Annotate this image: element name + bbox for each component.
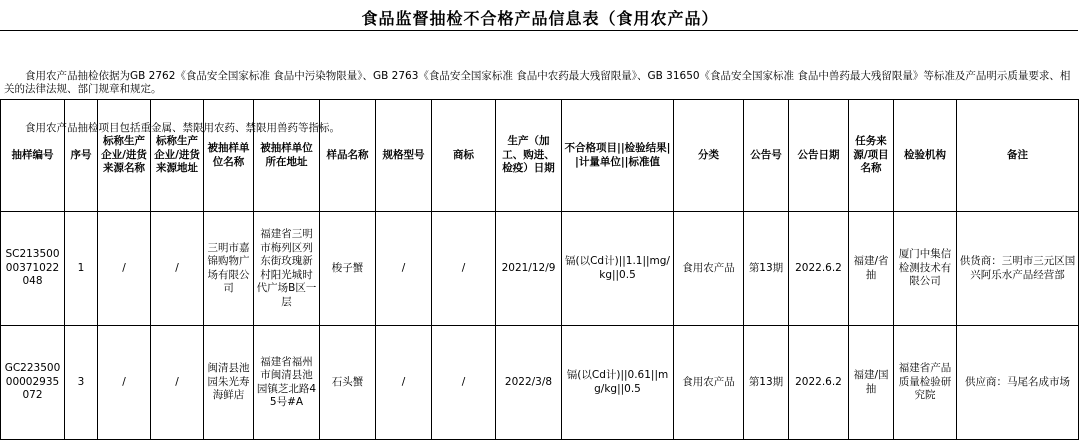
table-cell: GC22350000002935072: [1, 326, 65, 440]
table-cell: 福建省产品质量检验研究院: [894, 326, 957, 440]
header-cell: 抽样编号: [1, 100, 65, 212]
table-cell: /: [151, 326, 204, 440]
header-cell: 备注: [957, 100, 1079, 212]
header-cell: 被抽样单位所在地址: [254, 100, 320, 212]
table-cell: 2022.6.2: [789, 326, 849, 440]
table-cell: 第13期: [744, 326, 789, 440]
table-row: [1, 326, 1079, 440]
table-header-row: [1, 100, 1079, 212]
table-cell: /: [376, 212, 432, 326]
header-cell: 标称生产企业/进货来源名称: [98, 100, 151, 212]
table-cell: 三明市嘉锦购物广场有限公司: [204, 212, 254, 326]
table-cell: 福建省三明市梅列区列东街玫瑰新村阳光城时代广场B区一层: [254, 212, 320, 326]
header-cell: 公告号: [744, 100, 789, 212]
table-cell: 2022/3/8: [496, 326, 562, 440]
intro-paragraph-2: 食用农产品抽检项目包括重金属、禁限用农药、禁限用兽药等指标。: [25, 122, 340, 134]
header-cell: 检验机构: [894, 100, 957, 212]
header-cell: 任务来源/项目名称: [849, 100, 894, 212]
header-cell: 序号: [65, 100, 98, 212]
table-cell: 食用农产品: [674, 212, 744, 326]
table-cell: /: [98, 212, 151, 326]
header-cell: 被抽样单位名称: [204, 100, 254, 212]
table-row: [1, 212, 1079, 326]
table-cell: /: [98, 326, 151, 440]
header-cell: 分类: [674, 100, 744, 212]
table-cell: 福建省福州市闽清县池园镇芝北路45号#A: [254, 326, 320, 440]
header-cell: 样品名称: [320, 100, 376, 212]
table-cell: /: [432, 326, 496, 440]
unqualified-products-table: [0, 99, 1079, 440]
table-cell: 供应商：马尾名成市场: [957, 326, 1079, 440]
table-cell: /: [432, 212, 496, 326]
header-cell: 不合格项目||检验结果||计量单位||标准值: [562, 100, 674, 212]
table-cell: 第13期: [744, 212, 789, 326]
table-cell: 2021/12/9: [496, 212, 562, 326]
table-cell: 石头蟹: [320, 326, 376, 440]
table-cell: SC21350000371022048: [1, 212, 65, 326]
title-divider: [0, 30, 1078, 31]
table-cell: /: [151, 212, 204, 326]
table-cell: 闽清县池园朱光寿海鲜店: [204, 326, 254, 440]
table-cell: 1: [65, 212, 98, 326]
table-cell: 福建/省抽: [849, 212, 894, 326]
table-cell: /: [376, 326, 432, 440]
header-cell: 生产（加工、购进、检疫）日期: [496, 100, 562, 212]
table-cell: 厦门中集信检测技术有限公司: [894, 212, 957, 326]
table-cell: 3: [65, 326, 98, 440]
table-cell: 镉(以Cd计)||0.61||mg/kg||0.5: [562, 326, 674, 440]
header-cell: 商标: [432, 100, 496, 212]
table-cell: 2022.6.2: [789, 212, 849, 326]
header-cell: 标称生产企业/进货来源地址: [151, 100, 204, 212]
table-cell: 食用农产品: [674, 326, 744, 440]
page-title: 食品监督抽检不合格产品信息表（食用农产品）: [361, 9, 719, 28]
table-cell: 镉(以Cd计)||1.1||mg/kg||0.5: [562, 212, 674, 326]
header-cell: 公告日期: [789, 100, 849, 212]
table-cell: 供货商：三明市三元区国兴阿乐水产品经营部: [957, 212, 1079, 326]
header-cell: 规格型号: [376, 100, 432, 212]
table-cell: 梭子蟹: [320, 212, 376, 326]
table-cell: 福建/国抽: [849, 326, 894, 440]
intro-paragraph-1: 食用农产品抽检依据为GB 2762《食品安全国家标准 食品中污染物限量》、GB 2763《食品安全国家标准 食品中农药最大残留限量》、GB 31650《食品安全国家标准 食品中兽药最大残留限量》等标准及产品明示质量要求、相关的法律法规、部门规章和规定。: [4, 70, 1071, 95]
